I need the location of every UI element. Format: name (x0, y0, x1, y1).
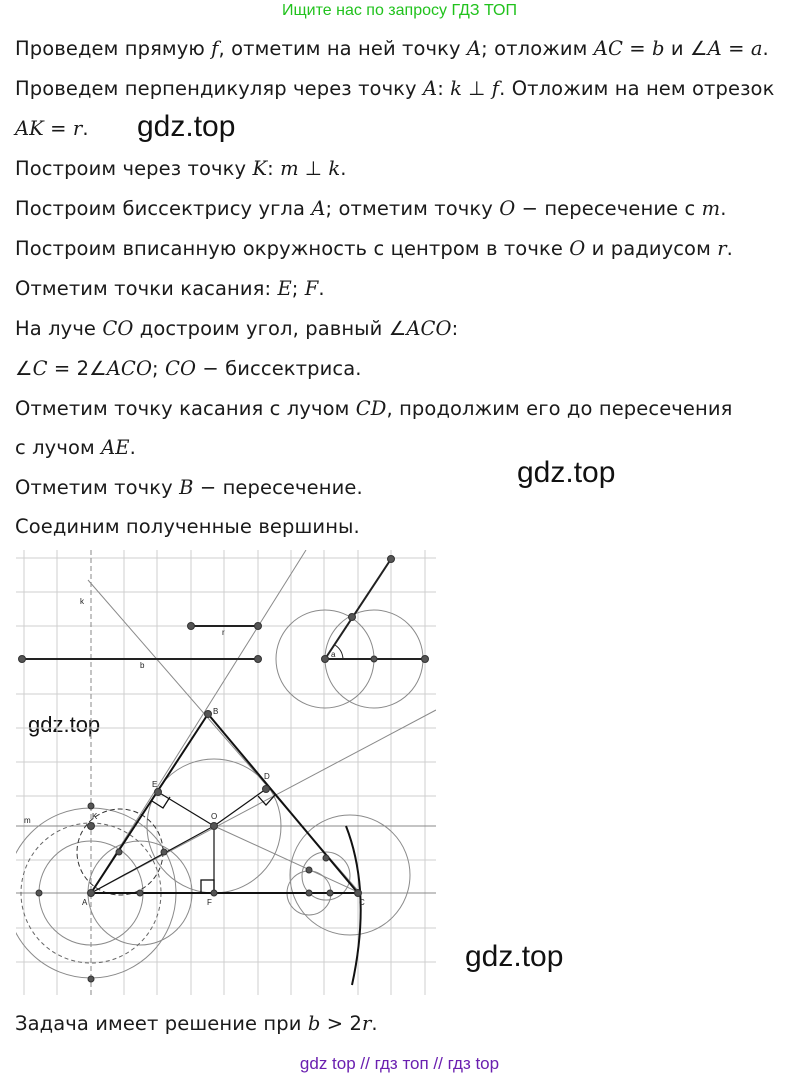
label-O: O (211, 812, 218, 821)
label-B: B (213, 707, 219, 716)
step-line-3: AK = r. (15, 117, 89, 140)
label-a: a (331, 650, 336, 659)
watermark: gdz.top (517, 456, 616, 489)
label-K: K (92, 812, 98, 821)
label-r: r (222, 628, 225, 637)
step-line-12: Отметим точку B − пересечение. (15, 476, 363, 499)
label-F: F (207, 898, 212, 907)
conclusion-text: Задача имеет решение при b > 2r. (15, 1012, 378, 1035)
step-line-10: Отметим точку касания с лучом CD, продолжим его до пересечения (15, 397, 733, 420)
label-C: C (359, 898, 365, 907)
construction-figure (16, 550, 436, 995)
label-A: A (82, 898, 88, 907)
step-line-13: Соединим полученные вершины. (15, 515, 360, 538)
label-b: b (140, 661, 145, 670)
step-line-6: Построим вписанную окружность с центром в точке O и радиусом r. (15, 237, 733, 260)
header-search-link[interactable]: Ищите нас по запросу ГДЗ ТОП (282, 2, 517, 19)
watermark: gdz.top (465, 940, 564, 973)
step-line-4: Построим через точку K: m ⊥ k. (15, 157, 347, 180)
label-m: m (24, 816, 31, 825)
label-D: D (264, 772, 270, 781)
watermark: gdz.top (137, 110, 236, 143)
footer-links[interactable]: gdz top // гдз топ // гдз top (299, 1054, 500, 1073)
watermark: gdz.top (28, 712, 101, 737)
step-line-9: ∠C = 2∠ACO; CO − биссектриса. (15, 357, 362, 380)
grid (16, 550, 436, 995)
step-line-7: Отметим точки касания: E; F. (15, 277, 325, 300)
step-line-11: с лучом AE. (15, 436, 136, 459)
step-line-2: Проведем перпендикуляр через точку A: k ⊥ f. Отложим на нем отрезок (15, 77, 775, 100)
step-line-1: Проведем прямую f, отметим на ней точку A; отложим AC = b и ∠A = a. (15, 37, 769, 60)
label-k: k (80, 597, 84, 606)
step-line-5: Построим биссектрису угла A; отметим точку O − пересечение с m. (15, 197, 727, 220)
construction-circles (16, 610, 423, 978)
label-E: E (152, 780, 158, 789)
step-line-8: На луче CO достроим угол, равный ∠ACO: (15, 317, 459, 340)
